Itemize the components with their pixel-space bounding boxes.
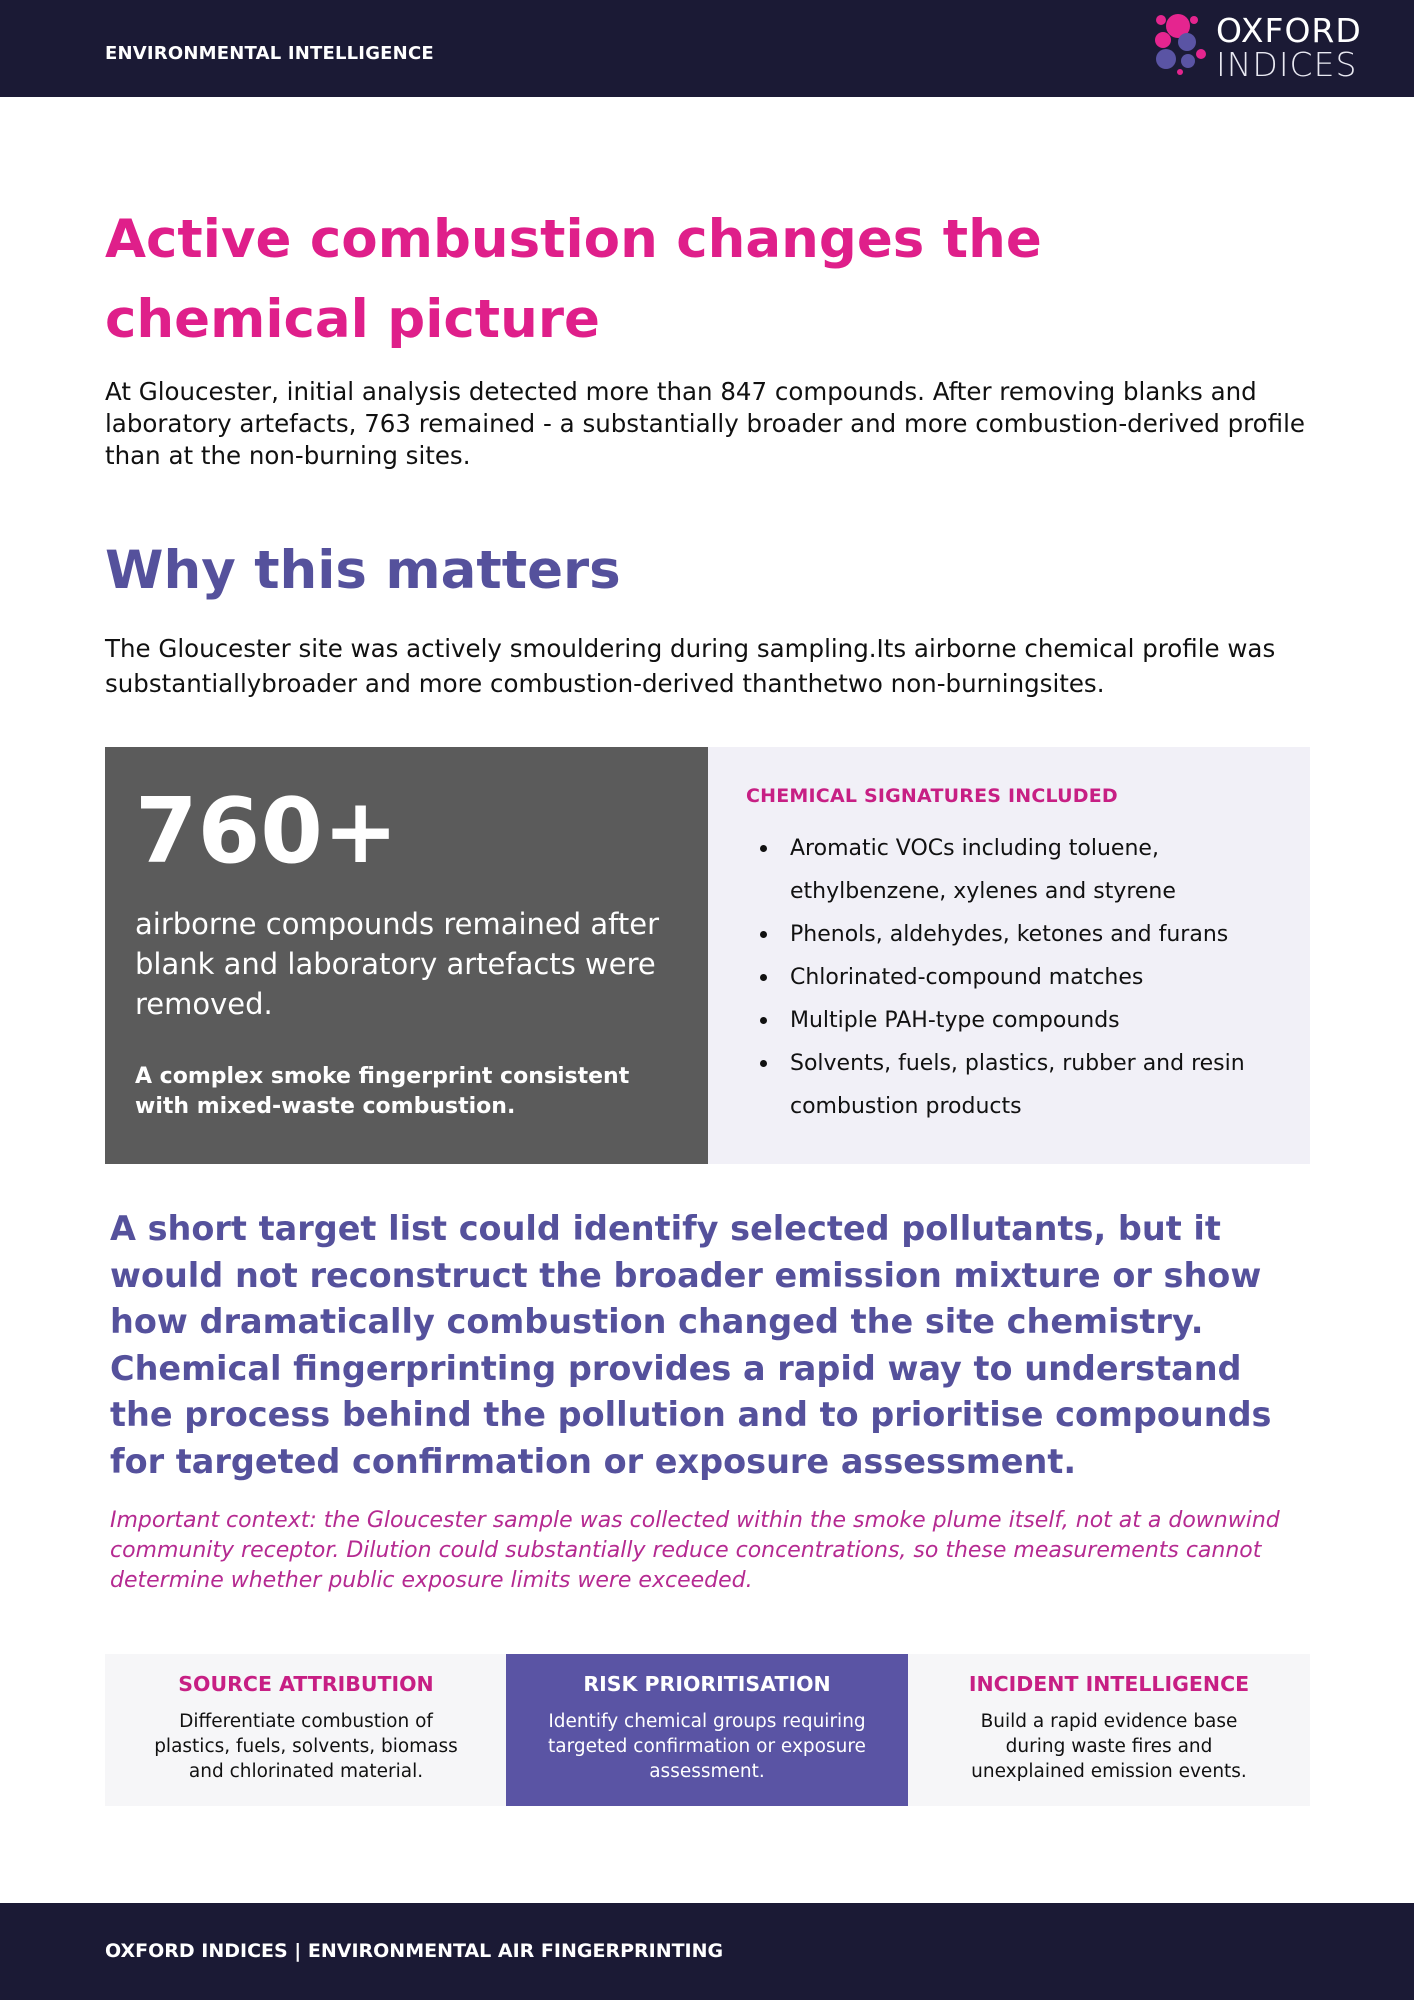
list-item: Solvents, fuels, plastics, rubber and resin combustion products — [746, 1042, 1286, 1128]
logo-text-indices: INDICES — [1216, 45, 1358, 84]
top-banner — [0, 0, 1414, 97]
card-title: RISK PRIORITISATION — [583, 1672, 831, 1696]
oxford-indices-logo — [1150, 10, 1400, 84]
card-title: INCIDENT INTELLIGENCE — [968, 1672, 1250, 1696]
capability-cards — [105, 1654, 1310, 1806]
pull-quote: A short target list could identify selected pollutants, but it would not reconstruct the broader emission mixture or show how dramatically combustion changed the site chemistry. Chemical fingerprinting provides a rapid way to understand the process behind the pollution and to prioritise compounds for targeted confirmation or exposure assessment. — [110, 1209, 1272, 1481]
list-item: Chlorinated-compound matches — [746, 956, 1286, 999]
section-label: ENVIRONMENTAL INTELLIGENCE — [105, 43, 434, 64]
list-item: Multiple PAH-type compounds — [746, 999, 1286, 1042]
logo-text-oxford: OXFORD — [1216, 11, 1362, 50]
card-text: Identify chemical groups requiring targeted confirmation or exposure assessment. — [548, 1711, 866, 1782]
stat-number: 760+ — [135, 779, 399, 884]
list-item: Aromatic VOCs including toluene, ethylbenzene, xylenes and styrene — [746, 827, 1286, 913]
intro-paragraph: At Gloucester, initial analysis detected more than 847 compounds. After removing blanks and laboratory artefacts, 763 remained - a substantially broader and more combustion-derived profile than at the non-burning sites. — [105, 377, 1305, 470]
signatures-title: CHEMICAL SIGNATURES INCLUDED — [746, 785, 1118, 807]
why-paragraph: The Gloucester site was actively smouldering during sampling.Its airborne chemical profile was substantiallybroader and more combustion-derived thanthetwo non-burningsites. — [105, 634, 1276, 698]
stat-note: A complex smoke fingerprint consistent with mixed-waste combustion. — [135, 1064, 630, 1119]
context-note: Important context: the Gloucester sample was collected within the smoke plume itself, not at a downwind community receptor. Dilution could substantially reduce concentrations, so these measurements cannot determine whether public exposure limits were exceeded. — [110, 1508, 1280, 1593]
signatures-panel — [708, 747, 1310, 1164]
logo-bubbles-icon — [1150, 10, 1214, 76]
footer-label: OXFORD INDICES | ENVIRONMENTAL AIR FINGERPRINTING — [105, 1940, 724, 1962]
card-text: Build a rapid evidence base during waste fires and unexplained emission events. — [971, 1711, 1247, 1782]
card-risk-prioritisation — [506, 1654, 908, 1806]
card-incident-intelligence — [908, 1654, 1310, 1806]
why-heading: Why this matters — [105, 540, 621, 601]
signatures-list — [746, 827, 1286, 1128]
card-title: SOURCE ATTRIBUTION — [178, 1672, 434, 1696]
card-source-attribution — [105, 1654, 507, 1806]
stat-panel — [105, 747, 708, 1164]
footer-banner — [0, 1903, 1414, 2000]
card-text: Differentiate combustion of plastics, fuels, solvents, biomass and chlorinated material. — [154, 1711, 458, 1782]
list-item: Phenols, aldehydes, ketones and furans — [746, 913, 1286, 956]
page-headline: Active combustion changes the chemical picture — [105, 209, 1042, 350]
stat-description: airborne compounds remained after blank and laboratory artefacts were removed. — [135, 907, 659, 1021]
